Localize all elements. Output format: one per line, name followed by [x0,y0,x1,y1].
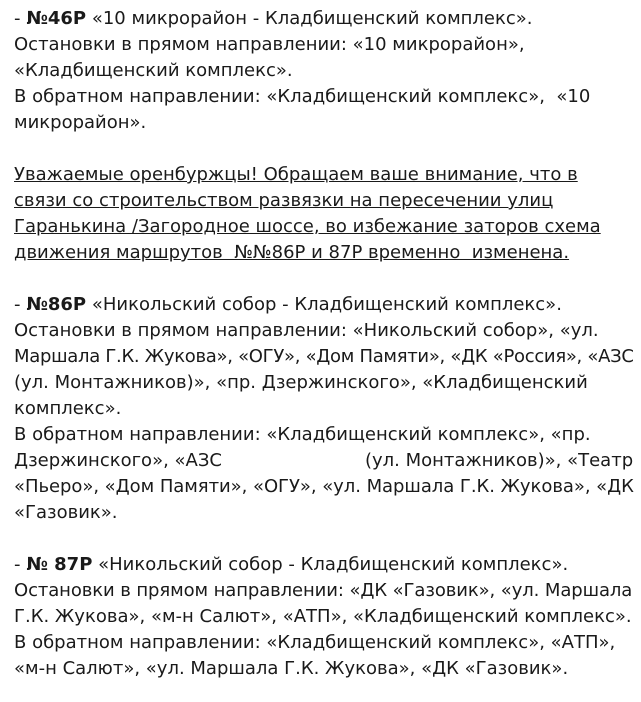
notice-line: Уважаемые оренбуржцы! Обращаем ваше внимание, что в [14,164,578,185]
route-87-number: № 87Р [26,554,93,575]
route-86-line: «Газовик». [14,502,118,523]
route-87-dash: - [14,554,27,575]
route-46-title: «10 микрорайон - Кладбищенский комплекс». [86,8,533,29]
route-86-dash: - [14,294,27,315]
route-87-section [14,552,634,682]
route-87-heading-line [14,552,634,578]
route-46-line: микрорайон». [14,112,147,133]
route-87-line: Г.К. Жукова», «м-н Салют», «АТП», «Кладбищенский комплекс». [14,606,632,627]
paragraph-gap [14,266,634,292]
notice-section [14,162,634,266]
route-46-line: В обратном направлении: «Кладбищенский комплекс», «10 [14,86,591,107]
route-86-line: «Пьеро», «Дом Памяти», «ОГУ», «ул. Маршала Г.К. Жукова», «ДК [14,476,634,497]
route-86-line: Дзержинского», «АЗС (ул. Монтажников)», «Театр [14,450,634,471]
route-86-line: (ул. Монтажников)», «пр. Дзержинского», «Кладбищенский [14,372,588,393]
route-87-line: В обратном направлении: «Кладбищенский комплекс», «АТП», [14,632,616,653]
route-46-dash: - [14,8,27,29]
route-46-line: Остановки в прямом направлении: «10 микрорайон», [14,34,525,55]
route-86-title: «Никольский собор - Кладбищенский комплекс». [86,294,562,315]
route-86-line: комплекс». [14,398,122,419]
route-46-section [14,6,634,136]
route-86-heading-line [14,292,634,318]
notice-line: связи со строительством развязки на пересечении улиц [14,190,554,211]
route-87-line: «м-н Салют», «ул. Маршала Г.К. Жукова», «ДК «Газовик». [14,658,569,679]
route-86-section [14,292,634,526]
paragraph-gap [14,136,634,162]
route-86-number: №86Р [26,294,87,315]
route-86-line: Маршала Г.К. Жукова», «ОГУ», «Дом Памяти», «ДК «Россия», «АЗС [14,346,634,367]
route-46-heading-line [14,6,634,32]
notice-line: Гаранькина /Загородное шоссе, во избежание заторов схема [14,216,601,237]
route-87-title: «Никольский собор - Кладбищенский комплекс». [92,554,569,575]
document-body [14,6,634,682]
route-46-number: №46Р [26,8,87,29]
notice-line: движения маршрутов №№86Р и 87Р временно изменена. [14,242,570,263]
route-46-line: «Кладбищенский комплекс». [14,60,293,81]
paragraph-gap [14,526,634,552]
route-87-line: Остановки в прямом направлении: «ДК «Газовик», «ул. Маршала [14,580,633,601]
route-86-line: В обратном направлении: «Кладбищенский комплекс», «пр. [14,424,591,445]
route-86-line: Остановки в прямом направлении: «Никольский собор», «ул. [14,320,599,341]
